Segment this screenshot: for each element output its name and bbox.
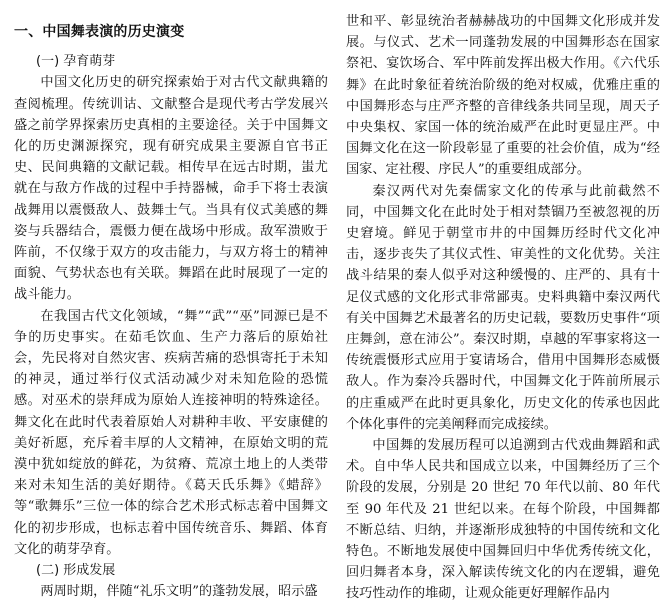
paragraph: 中国文化历史的研究探索始于对古代文献典籍的查阅梳理。传统训诂、文献整合是现代考古学发展兴盛之前学界探索历史真相的主要途径。关于中国舞文化的历史渊源探究，现有研究成果主要源自官书正史、民间典籍的文献记载。相传早在远古时期，蚩尤就在与敌方作战的过程中手持器械，命手下将士表演战舞用以震慑敌人、鼓舞士气。当具有仪式美感的舞姿与兵器结合，震慑力便在战场中形成。敌军溃败于阵前，不仅缘于双方的攻击能力，与双方将士的精神面貌、气势状态也有关联。舞蹈在此时展现了一定的战斗能力。 — [14, 75, 328, 303]
section-title: 一、中国舞表演的历史演变 — [14, 24, 185, 40]
paragraph: 中国舞的发展历程可以追溯到古代戏曲舞蹈和武术。自中华人民共和国成立以来，中国舞经历了三个阶段的发展，分别是 20 世纪 70 年代以前、80 年代至 90 年代及 21 世纪以来。在每个阶段，中国舞都不断总结、归纳，并逐渐形成独特的中国传统和文化特色。不断地发展使中国舞回归中华优秀传统文化，回归舞者本身，深入解读传统文化的内在逻辑，避免技巧性动作的堆砌，让观众能更好理解作品内 — [346, 438, 660, 602]
subsection-title-germination: (一) 孕育萌芽 — [36, 54, 116, 70]
left-column — [14, 12, 328, 602]
subsection-title-formation: (二) 形成发展 — [36, 563, 116, 579]
paragraph: 在我国古代文化领域，“舞”“武”“巫”同源已是不争的历史事实。在茹毛饮血、生产力落后的原始社会，先民将对自然灾害、疾病苦痛的恐惧寄托于未知的神灵，通过举行仪式活动减少对未知危险的恐慌感。对巫术的崇拜成为原始人连接神明的特殊途径。舞文化在此时代表着原始人对耕种丰收、平安康健的美好祈愿，充斥着丰厚的人文精神，在原始文明的荒漠中犹如绽放的鲜花，为贫瘠、荒凉土地上的人类带来对未知生活的美好期待。《葛天氏乐舞》《蜡辞》等“歌舞乐”三位一体的综合艺术形式标志着中国舞文化的初步形成，也标志着中国传统音乐、舞蹈、体育文化的萌芽孕育。 — [14, 308, 328, 557]
paragraph: 两周时期，伴随“礼乐文明”的蓬勃发展，昭示盛 — [40, 584, 318, 600]
paragraph-continued: 世和平、彰显统治者赫赫战功的中国舞文化形成并发展。与仪式、艺术一同蓬勃发展的中国舞形态在国家祭祀、宴饮场合、军中阵前发挥出极大作用。《六代乐舞》在此时象征着统治阶级的绝对权威，优雅庄重的中国舞形态与庄严齐整的音律线条共同呈现，周天子中央集权、家国一体的统治威严在此时更显庄严。中国舞文化在这一阶段彰显了重要的社会价值，成为“经国家、定社稷、序民人”的重要组成部分。 — [346, 14, 660, 178]
right-column — [346, 11, 660, 605]
paragraph: 秦汉两代对先秦儒家文化的传承与此前截然不同，中国舞文化在此时处于相对禁锢乃至被忽视的历史窘境。鲜见于朝堂市井的中国舞历经时代文化冲击，逐步丧失了其仪式性、审美性的文化优势。关注战斗结果的秦人似乎对这种缓慢的、庄严的、具有十足仪式感的文化形式非常鄙夷。史料典籍中秦汉两代有关中国舞艺术最著名的历史记载，要数历史事件“项庄舞剑，意在沛公”。秦汉时期，卓越的军事家将这一传统震慑形式应用于宴请场合，借用中国舞形态威慑敌人。作为秦冷兵器时代，中国舞文化于阵前所展示的庄重威严在此时更具象化，历史文化的传承也因此个体化事件的完美阐释而完成接续。 — [346, 183, 660, 432]
